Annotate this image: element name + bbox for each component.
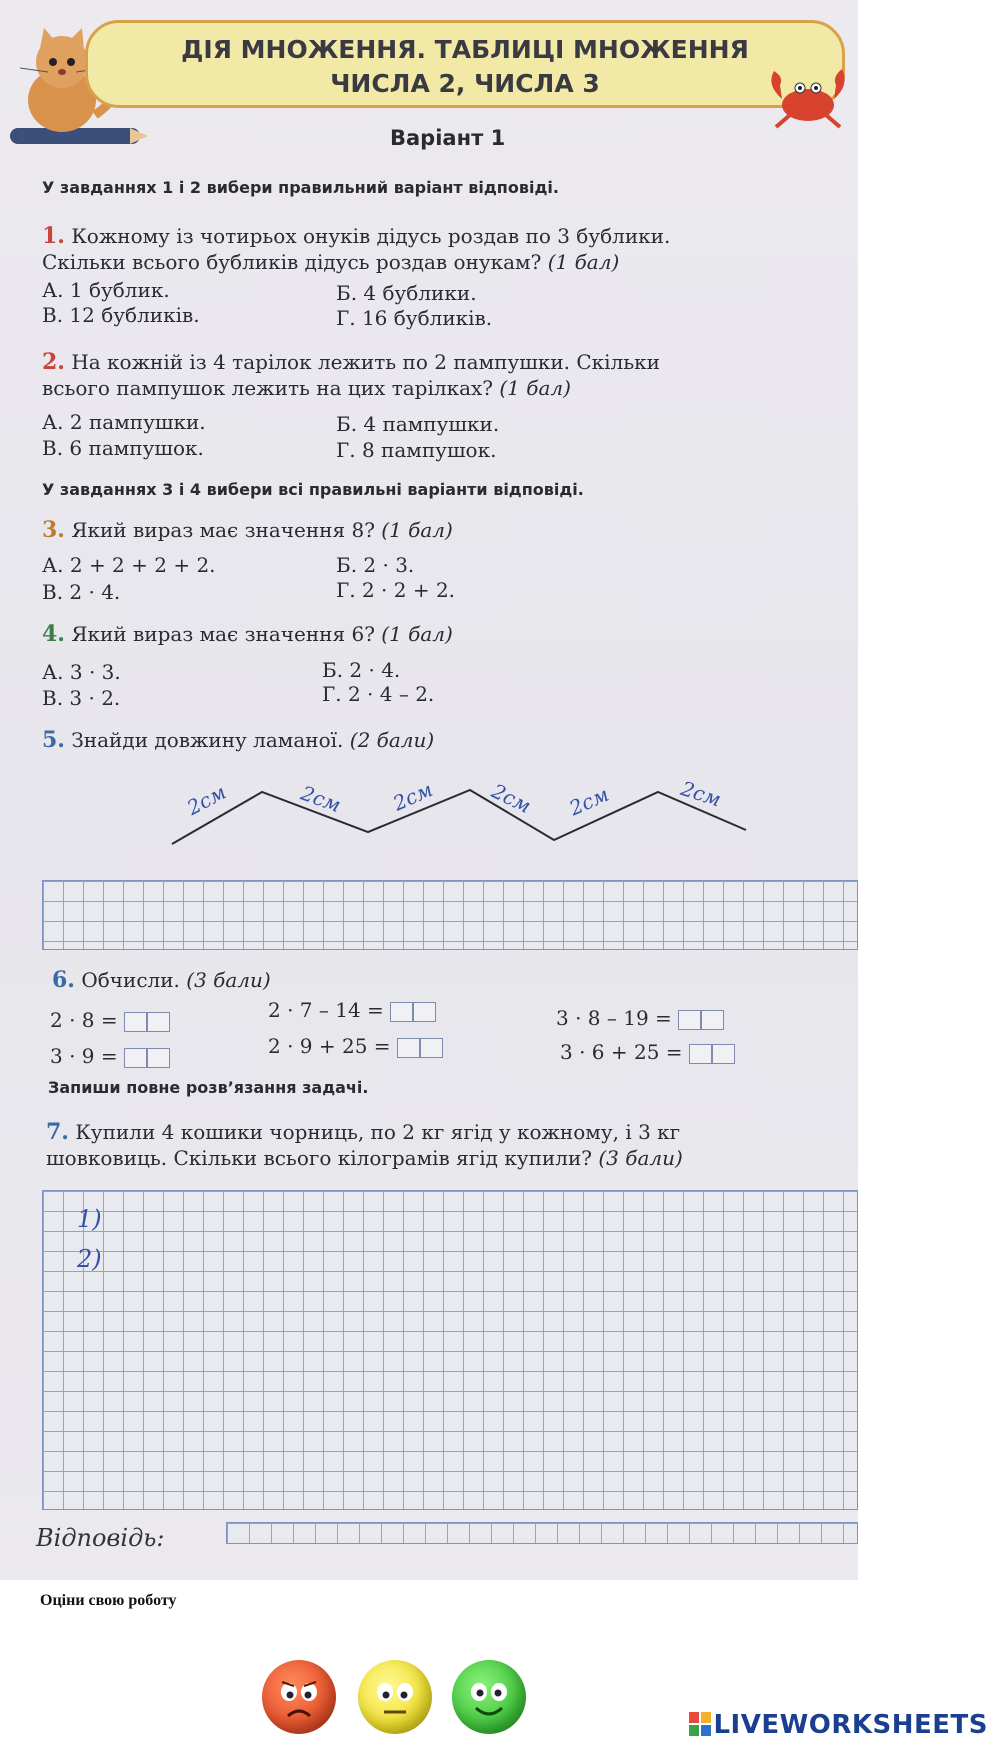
segment-label-5: 2см: [565, 781, 613, 821]
task6-line1: Обчисли.: [81, 968, 180, 992]
task3-option-a[interactable]: А. 2 + 2 + 2 + 2.: [42, 553, 216, 577]
task4-points: (1 бал): [381, 622, 453, 646]
task1-option-v[interactable]: В. 12 бубликів.: [42, 303, 200, 327]
task7-points: (3 бали): [598, 1146, 683, 1170]
task3-option-g[interactable]: Г. 2 · 2 + 2.: [336, 578, 456, 602]
task7-line2-row: [46, 1146, 683, 1170]
task2-line2: всього пампушок лежить на цих тарілках?: [42, 376, 494, 400]
answer-box[interactable]: [678, 1010, 701, 1030]
answer-box[interactable]: [124, 1012, 147, 1032]
segment-label-1: 2см: [182, 779, 230, 820]
task2-number: 2.: [42, 349, 65, 375]
broken-line: [172, 790, 746, 844]
task2-line2-row: [42, 376, 571, 400]
answer-box[interactable]: [390, 1002, 413, 1022]
task6-expr-6: [560, 1040, 735, 1064]
task2-points: (1 бал): [499, 376, 571, 400]
segment-label-2: 2см: [297, 780, 345, 818]
task1-line1: Кожному із чотирьох онуків дідусь роздав по 3 бублики.: [71, 224, 671, 248]
task2-question: [42, 350, 660, 374]
task7-line2: шовковиць. Скільки всього кілограмів ягід купили?: [46, 1146, 593, 1170]
expr-text: 3 · 8 – 19 =: [556, 1006, 672, 1030]
crab-illustration: [760, 55, 855, 135]
expr-text: 2 · 8 =: [50, 1008, 118, 1032]
task2-option-a[interactable]: А. 2 пампушки.: [42, 410, 206, 434]
segment-label-4: 2см: [487, 778, 535, 818]
task3-number: 3.: [42, 517, 65, 543]
expr-text: 2 · 9 + 25 =: [268, 1034, 391, 1058]
task2-option-g[interactable]: Г. 8 пампушок.: [336, 438, 497, 462]
answer-box[interactable]: [689, 1044, 712, 1064]
task6-expr-1: [50, 1008, 170, 1032]
answer-field[interactable]: [226, 1522, 858, 1544]
page-title: ДІЯ МНОЖЕННЯ. ТАБЛИЦІ МНОЖЕННЯ ЧИСЛА 2, ЧИСЛА 3: [181, 35, 749, 98]
expr-text: 3 · 6 + 25 =: [560, 1040, 683, 1064]
task6-points: (3 бали): [186, 968, 271, 992]
task2-option-b[interactable]: Б. 4 пампушки.: [336, 412, 500, 436]
task6-expr-5: [268, 1034, 443, 1058]
expr-text: 2 · 7 – 14 =: [268, 998, 384, 1022]
task1-points: (1 бал): [547, 250, 620, 274]
task4-question: [42, 622, 453, 646]
task5-line1: Знайди довжину ламаної.: [71, 728, 344, 752]
answer-box[interactable]: [712, 1044, 735, 1064]
title-banner: [85, 20, 845, 108]
task1-option-g[interactable]: Г. 16 бубликів.: [336, 306, 493, 330]
task4-option-v[interactable]: В. 3 · 2.: [42, 686, 121, 710]
logo-text: LIVEWORKSHEETS: [713, 1710, 988, 1740]
answer-box[interactable]: [147, 1012, 170, 1032]
task4-number: 4.: [42, 621, 65, 647]
rate-your-work-label: Оціни свою роботу: [40, 1592, 177, 1609]
answer-box[interactable]: [420, 1038, 443, 1058]
task4-line1: Який вираз має значення 6?: [71, 622, 375, 646]
task7-question: [46, 1120, 680, 1144]
instruction-3-4: У завданнях 3 і 4 вибери всі правильні варіанти відповіді.: [42, 480, 584, 499]
task1-line2: Скільки всього бубликів дідусь роздав онукам?: [42, 250, 542, 274]
happy-face-icon[interactable]: [452, 1660, 526, 1734]
task5-answer-grid[interactable]: [42, 880, 858, 950]
sad-face-icon[interactable]: [262, 1660, 336, 1734]
task3-option-v[interactable]: В. 2 · 4.: [42, 580, 121, 604]
answer-label: Відповідь:: [36, 1524, 165, 1552]
task6-question: [52, 968, 271, 992]
answer-box[interactable]: [147, 1048, 170, 1068]
task6-expr-2: [268, 998, 436, 1022]
task1-question: [42, 224, 670, 248]
task6-expr-3: [556, 1006, 724, 1030]
variant-heading: Варіант 1: [390, 126, 506, 150]
task5-points: (2 бали): [349, 728, 435, 752]
task4-option-b[interactable]: Б. 2 · 4.: [322, 658, 401, 682]
task3-points: (1 бал): [381, 518, 453, 542]
task4-option-g[interactable]: Г. 2 · 4 – 2.: [322, 682, 435, 706]
solution-step-1: 1): [77, 1205, 102, 1233]
task6-expr-4: [50, 1044, 170, 1068]
task7-line1: Купили 4 кошики чорниць, по 2 кг ягід у кожному, і 3 кг: [75, 1120, 681, 1144]
solution-step-2: 2): [77, 1245, 102, 1273]
segment-label-3: 2см: [389, 777, 437, 816]
expr-text: 3 · 9 =: [50, 1044, 118, 1068]
task7-number: 7.: [46, 1119, 69, 1145]
task3-question: [42, 518, 453, 542]
answer-box[interactable]: [701, 1010, 724, 1030]
neutral-face-icon[interactable]: [358, 1660, 432, 1734]
task3-option-b[interactable]: Б. 2 · 3.: [336, 553, 415, 577]
task1-number: 1.: [42, 223, 65, 249]
answer-box[interactable]: [397, 1038, 420, 1058]
task5-number: 5.: [42, 727, 65, 753]
task1-option-a[interactable]: А. 1 бублик.: [42, 278, 170, 302]
segment-label-6: 2см: [678, 776, 725, 812]
task3-line1: Який вираз має значення 8?: [71, 518, 375, 542]
task6-number: 6.: [52, 967, 75, 993]
answer-box[interactable]: [413, 1002, 436, 1022]
task7-solution-grid[interactable]: [42, 1190, 858, 1510]
instruction-1-2: У завданнях 1 і 2 вибери правильний варіант відповіді.: [42, 178, 559, 197]
polyline-figure: [150, 770, 770, 850]
logo-icon: [689, 1712, 711, 1736]
task4-option-a[interactable]: А. 3 · 3.: [42, 660, 121, 684]
task2-option-v[interactable]: В. 6 пампушок.: [42, 436, 204, 460]
task2-line1: На кожній із 4 тарілок лежить по 2 пампушки. Скільки: [71, 350, 660, 374]
task5-question: [42, 728, 434, 752]
task1-option-b[interactable]: Б. 4 бублики.: [336, 281, 477, 305]
instruction-7: Запиши повне розв’язання задачі.: [48, 1078, 369, 1097]
task1-line2-row: [42, 250, 619, 274]
liveworksheets-logo: [689, 1710, 988, 1740]
answer-box[interactable]: [124, 1048, 147, 1068]
